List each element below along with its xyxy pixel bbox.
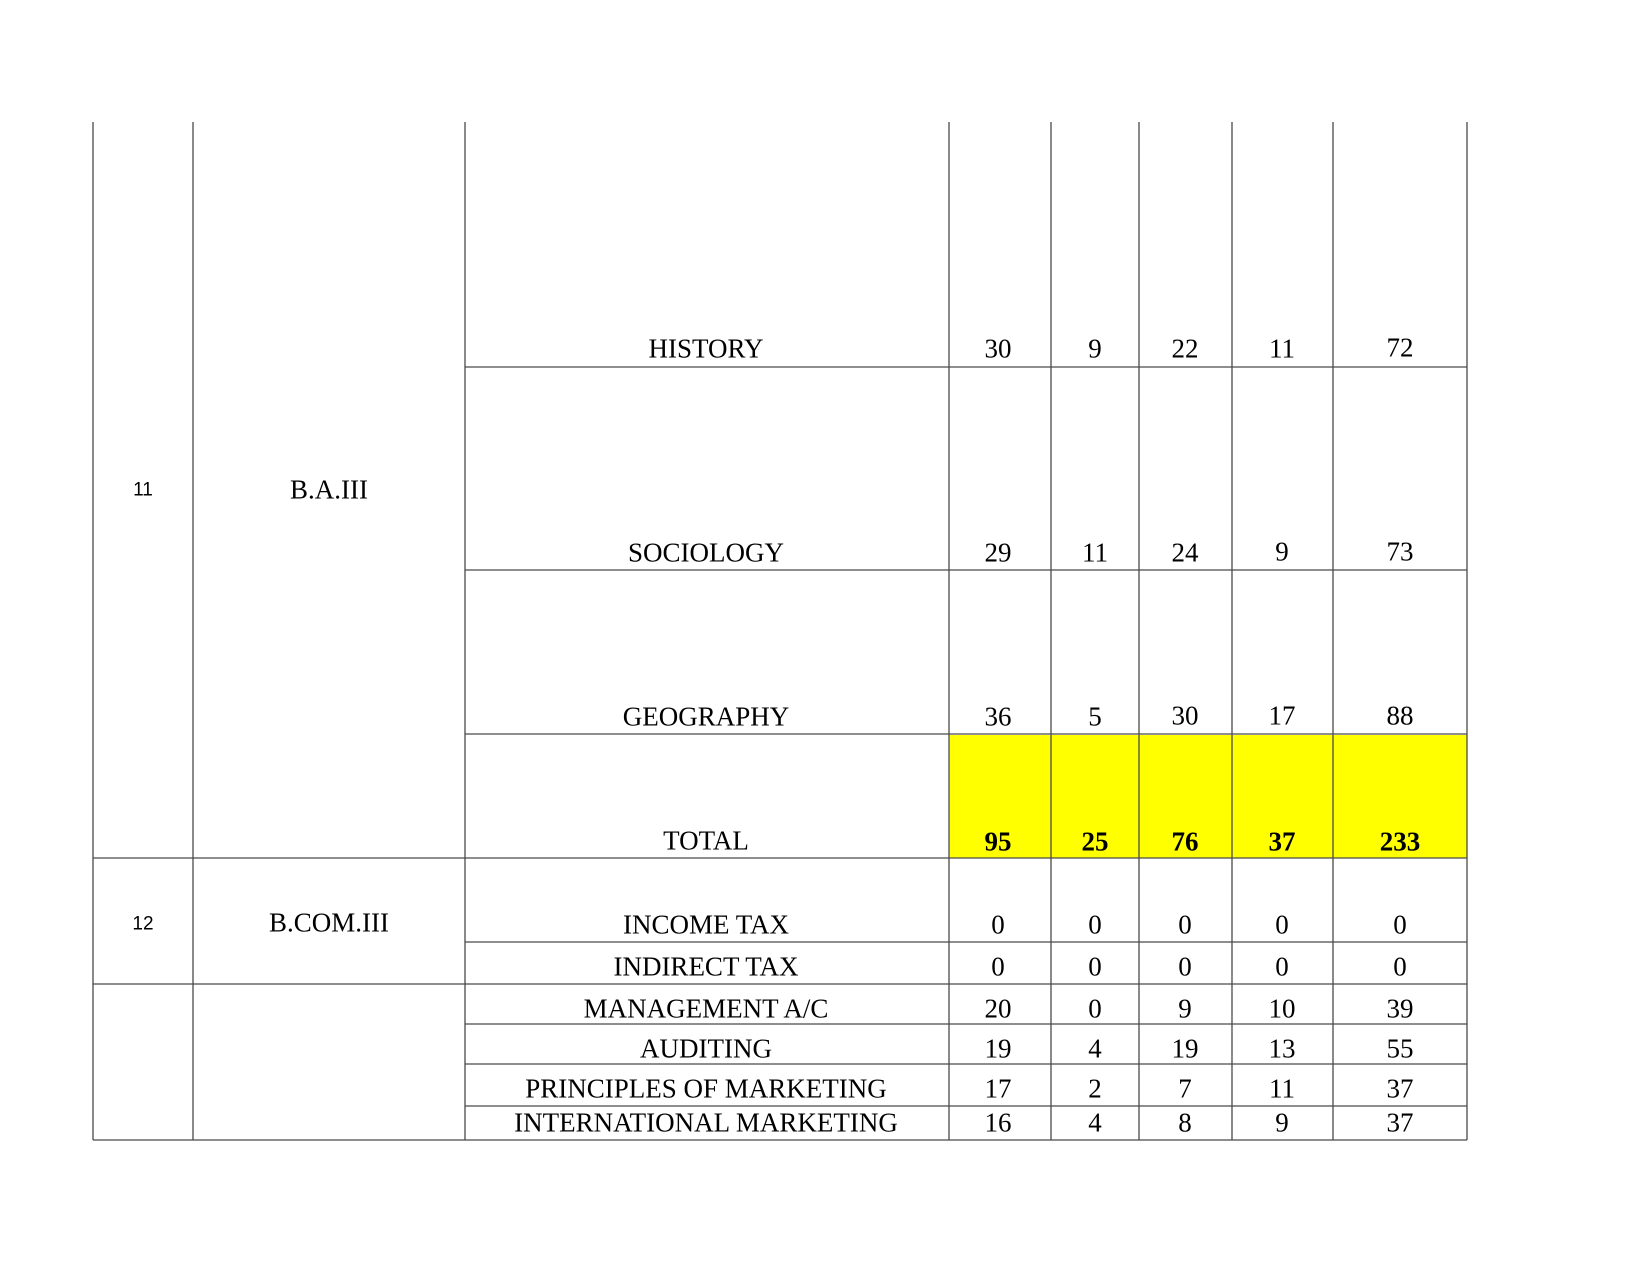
table-cell: 22: [1171, 333, 1199, 364]
table-cell: 11: [1082, 537, 1108, 568]
table-cell: 36: [984, 701, 1012, 732]
subject-label: SOCIOLOGY: [627, 537, 785, 568]
table-cell: 0: [1088, 951, 1102, 982]
table-cell: 2: [1088, 1073, 1102, 1104]
table-cell: 13: [1268, 1033, 1296, 1064]
table-cell: 0: [1178, 951, 1192, 982]
table-cell: 11: [1269, 333, 1295, 364]
table-cell: 24: [1171, 537, 1199, 568]
total-cell: 233: [1379, 826, 1421, 857]
total-cell: 76: [1171, 826, 1199, 857]
table-cell: 73: [1386, 536, 1414, 567]
table-cell: 17: [984, 1073, 1012, 1104]
table-cell: 4: [1088, 1033, 1102, 1064]
total-cell: 95: [984, 826, 1012, 857]
subject-label: HISTORY: [648, 333, 764, 364]
table-cell: 88: [1386, 700, 1414, 731]
table-cell: 16: [984, 1107, 1012, 1138]
table-cell: 9: [1275, 536, 1289, 567]
course-name: B.COM.III: [269, 907, 389, 938]
table-cell: 55: [1386, 1033, 1414, 1064]
table-cell: 30: [1171, 700, 1199, 731]
subject-label: GEOGRAPHY: [622, 701, 790, 732]
table-cell: 0: [991, 951, 1005, 982]
table-cell: 37: [1386, 1107, 1414, 1138]
table-cell: 8: [1178, 1107, 1192, 1138]
table-cell: 17: [1268, 700, 1296, 731]
table-cell: 10: [1268, 993, 1296, 1024]
subject-label: INTERNATIONAL MARKETING: [514, 1107, 898, 1138]
subject-label: INCOME TAX: [622, 909, 790, 940]
table-cell: 7: [1178, 1073, 1192, 1104]
serial-number: 11: [133, 479, 153, 501]
table-cell: 5: [1088, 701, 1102, 732]
table-cell: 9: [1275, 1107, 1289, 1138]
total-cell: 37: [1268, 826, 1296, 857]
total-label: TOTAL: [663, 825, 749, 856]
total-cell: 25: [1081, 826, 1109, 857]
subject-label: PRINCIPLES OF MARKETING: [525, 1073, 887, 1104]
table-cell: 20: [984, 993, 1012, 1024]
table-cell: 39: [1386, 993, 1414, 1024]
subject-label: AUDITING: [640, 1033, 772, 1064]
table-cell: 72: [1386, 332, 1414, 363]
table-cell: 0: [1178, 909, 1192, 940]
table-cell: 37: [1386, 1073, 1414, 1104]
subject-label: INDIRECT TAX: [613, 951, 799, 982]
table-cell: 0: [1275, 951, 1289, 982]
table-cell: 11: [1269, 1073, 1295, 1104]
table-cell: 0: [1088, 993, 1102, 1024]
table-cell: 9: [1178, 993, 1192, 1024]
table-cell: 19: [984, 1033, 1012, 1064]
subject-label: MANAGEMENT A/C: [583, 993, 829, 1024]
table-cell: 0: [1088, 909, 1102, 940]
table-cell: 30: [984, 333, 1012, 364]
table-cell: 9: [1088, 333, 1102, 364]
table-cell: 0: [1275, 909, 1289, 940]
table-cell: 4: [1088, 1107, 1102, 1138]
table-cell: 19: [1171, 1033, 1199, 1064]
table-cell: 0: [1393, 909, 1407, 940]
course-name: B.A.III: [290, 474, 368, 505]
table-cell: 0: [991, 909, 1005, 940]
table-cell: 29: [984, 537, 1012, 568]
serial-number: 12: [132, 913, 154, 935]
table-cell: 0: [1393, 951, 1407, 982]
